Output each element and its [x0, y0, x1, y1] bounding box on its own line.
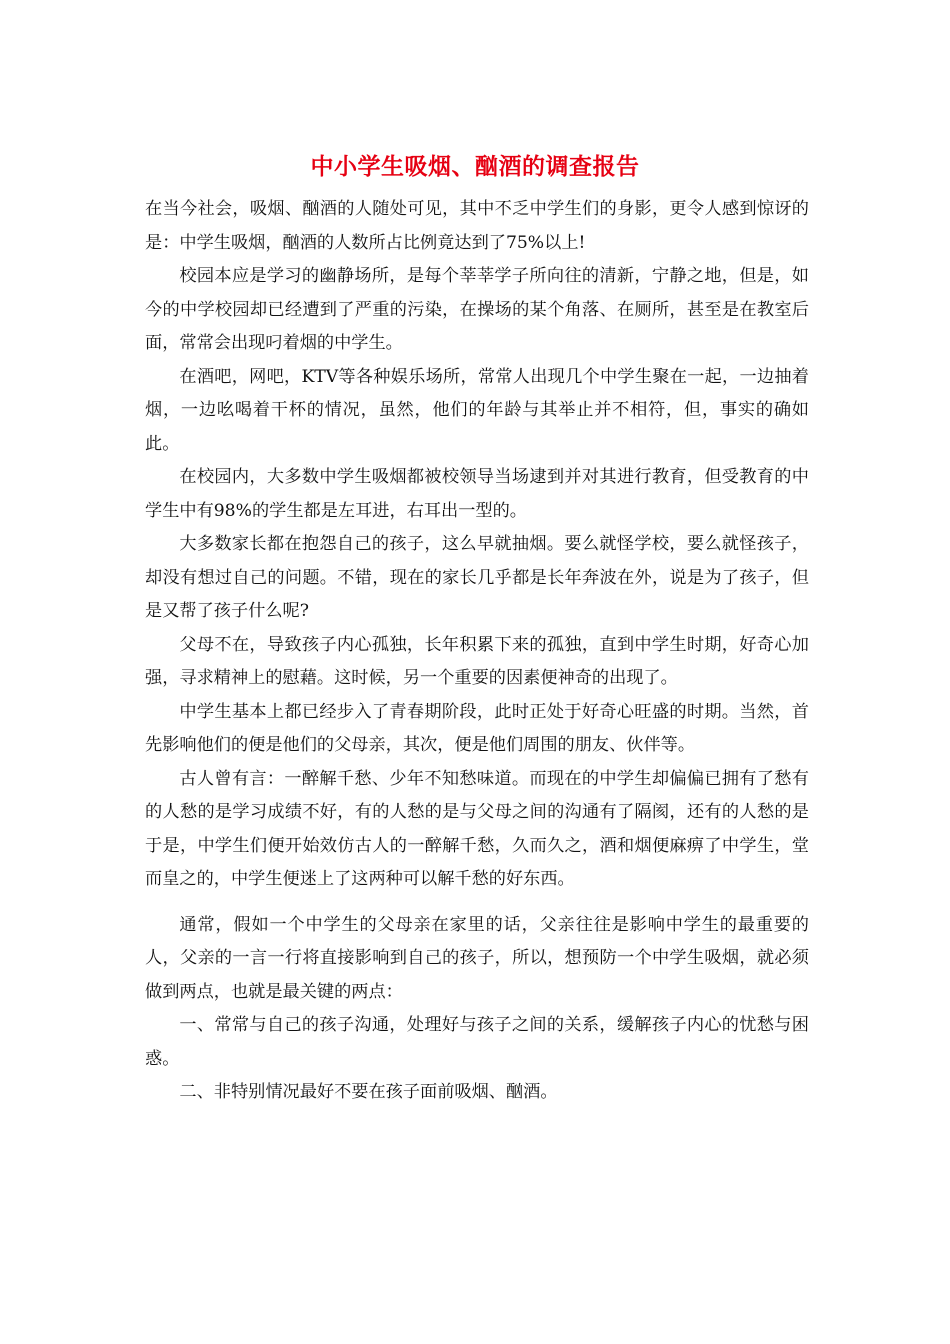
paragraph-point-two: 二、非特别情况最好不要在孩子面前吸烟、酗酒。: [179, 1082, 558, 1102]
document-title: 中小学生吸烟、酗酒的调查报告: [310, 153, 640, 180]
paragraph-intro: 在当今社会，吸烟、酗酒的人随处可见，其中不乏中学生们的身影，更令人感到惊讶的是：中学生吸烟，酗酒的人数所占比例竟达到了75%以上!: [145, 199, 809, 253]
paragraph-adolescence: 中学生基本上都已经步入了青春期阶段，此时正处于好奇心旺盛的时期。当然，首先影响他们的便是他们的父母亲，其次，便是他们周围的朋友、伙伴等。: [145, 701, 809, 755]
paragraph-campus: 校园本应是学习的幽静场所，是每个莘莘学子所向往的清新，宁静之地，但是，如今的中学校园却已经遭到了严重的污染，在操场的某个角落、在厕所，甚至是在教室后面，常常会出现叼着烟的中学生。: [145, 266, 809, 353]
paragraph-school-education: 在校园内，大多数中学生吸烟都被校领导当场逮到并对其进行教育，但受教育的中学生中有98%的学生都是左耳进，右耳出一型的。: [145, 467, 809, 521]
paragraph-father-influence: 通常，假如一个中学生的父母亲在家里的话，父亲往往是影响中学生的最重要的人，父亲的一言一行将直接影响到自己的孩子，所以，想预防一个中学生吸烟，就必须做到两点，也就是最关键的两点：: [145, 914, 809, 1002]
document-body: [145, 193, 809, 1110]
paragraph-loneliness: 父母不在，导致孩子内心孤独，长年积累下来的孤独，直到中学生时期，好奇心加强，寻求精神上的慰藉。这时候，另一个重要的因素便神奇的出现了。: [145, 634, 809, 688]
paragraph-entertainment: 在酒吧，网吧，KTV等各种娱乐场所，常常人出现几个中学生聚在一起，一边抽着烟，一边吆喝着干杯的情况，虽然，他们的年龄与其举止并不相符，但，事实的确如此。: [145, 366, 809, 454]
paragraph-point-one: 一、常常与自己的孩子沟通，处理好与孩子之间的关系，缓解孩子内心的忧愁与困惑。: [145, 1015, 809, 1069]
paragraph-parents: 大多数家长都在抱怨自己的孩子，这么早就抽烟。要么就怪学校，要么就怪孩子，却没有想过自己的问题。不错，现在的家长几乎都是长年奔波在外，说是为了孩子，但是又帮了孩子什么呢?: [145, 534, 809, 621]
paragraph-ancient-saying: 古人曾有言：一醉解千愁、少年不知愁味道。而现在的中学生却偏偏已拥有了愁有的人愁的是学习成绩不好，有的人愁的是与父母之间的沟通有了隔阂，还有的人愁的是于是，中学生们便开始效仿古人的一醉解千愁，久而久之，酒和烟便麻痹了中学生，堂而皇之的，中学生便迷上了这两种可以解千愁的好东西。: [145, 768, 809, 889]
